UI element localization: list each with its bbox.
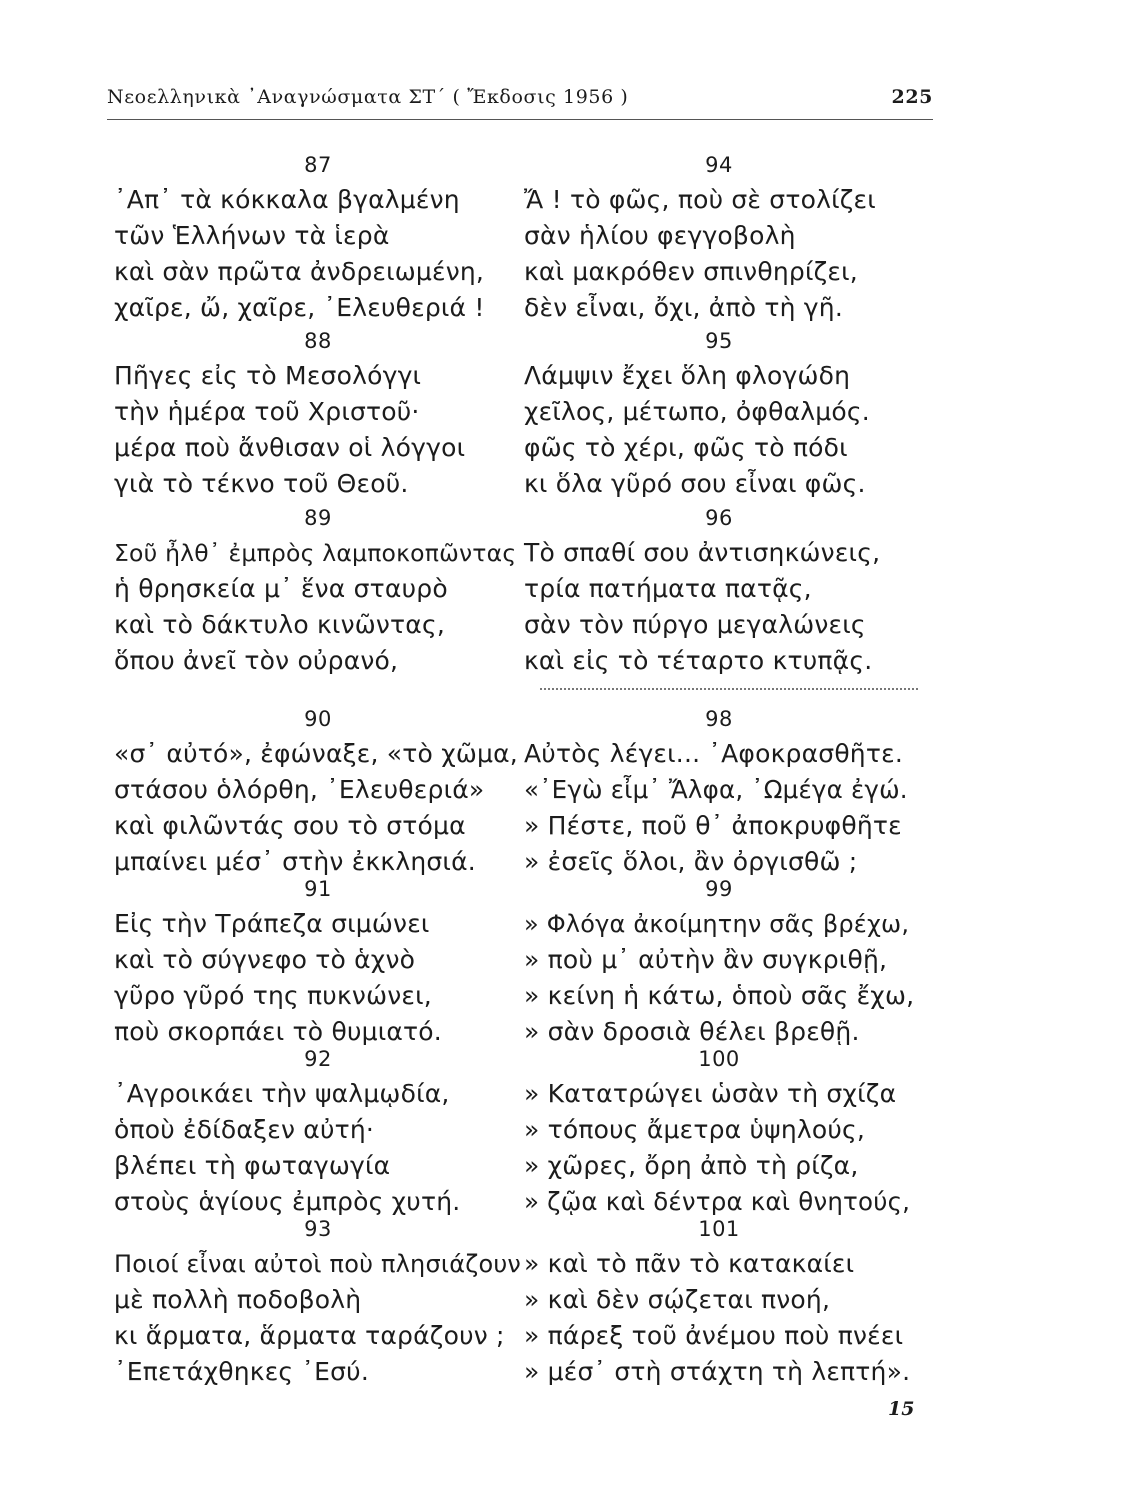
verse-line: καὶ φιλῶντάς σου τὸ στόμα	[114, 811, 466, 840]
verse-line: ἡ θρησκεία μ᾿ ἕνα σταυρὸ	[114, 574, 448, 603]
stanza-number: 95	[705, 329, 733, 353]
verse-line: Αὐτὸς λέγει... ᾿Αφοκρασθῆτε.	[524, 739, 903, 768]
stanza-92	[114, 1042, 522, 1220]
stanza-number: 88	[304, 329, 332, 353]
verse-line: «᾿Εγὼ εἶμ᾿ Ἄλφα, ᾿Ωμέγα ἐγώ.	[524, 775, 908, 804]
stanza-number: 94	[705, 153, 733, 177]
verse-line: καὶ τὸ δάκτυλο κινῶντας,	[114, 610, 445, 639]
verse-line: σὰν ἡλίου φεγγοβολὴ	[524, 221, 796, 250]
stanza-number: 89	[304, 506, 332, 530]
verse-line: » πάρεξ τοῦ ἀνέμου ποὺ πνέει	[524, 1321, 904, 1350]
verse-line: » κείνη ἡ κάτω, ὁποὺ σᾶς ἔχω,	[524, 981, 915, 1010]
verse-line: ᾿Απ᾿ τὰ κόκκαλα βγαλμένη	[114, 185, 460, 214]
stanza-94	[524, 148, 914, 326]
stanza-101	[524, 1212, 914, 1390]
omission-dotted-line	[540, 688, 918, 690]
verse-line: » χῶρες, ὄρη ἀπὸ τὴ ρίζα,	[524, 1151, 859, 1180]
verse-line: Εἰς τὴν Τράπεζα σιμώνει	[114, 909, 430, 938]
stanza-99	[524, 872, 914, 1050]
verse-line: καὶ μακρόθεν σπινθηρίζει,	[524, 257, 858, 286]
stanza-number: 92	[304, 1047, 332, 1071]
verse-line: » καὶ τὸ πᾶν τὸ κατακαίει	[524, 1249, 855, 1278]
stanza-88	[114, 324, 522, 502]
verse-line: καὶ σὰν πρῶτα ἀνδρειωμένη,	[114, 257, 485, 286]
verse-line: στοὺς ἁγίους ἐμπρὸς χυτή.	[114, 1187, 461, 1216]
stanza-91	[114, 872, 522, 1050]
verse-line: «σ᾿ αὐτό», ἐφώναξε, «τὸ χῶμα,	[114, 739, 518, 768]
printer-signature: 15	[888, 1398, 915, 1420]
verse-line: » καὶ δὲν σῴζεται πνοή,	[524, 1285, 831, 1314]
verse-line: Σοῦ ἦλθ᾿ ἐμπρὸς λαμποκοπῶντας	[114, 539, 517, 567]
verse-line: μπαίνει μέσ᾿ στὴν ἐκκλησιά.	[114, 847, 476, 876]
verse-line: σὰν τὸν πύργο μεγαλώνεις	[524, 610, 866, 639]
verse-line: » ποὺ μ᾿ αὐτὴν ἂν συγκριθῇ,	[524, 945, 888, 974]
verse-line: δὲν εἶναι, ὄχι, ἀπὸ τὴ γῆ.	[524, 293, 843, 322]
verse-line: Τὸ σπαθί σου ἀντισηκώνεις,	[524, 538, 881, 567]
stanza-number: 96	[705, 506, 733, 530]
stanza-98	[524, 702, 914, 880]
verse-line: τὴν ἡμέρα τοῦ Χριστοῦ·	[114, 397, 420, 426]
page-header	[107, 86, 933, 116]
verse-line: κι ἅρματα, ἅρματα ταράζουν ;	[114, 1321, 505, 1350]
verse-line: κι ὅλα γῦρό σου εἶναι φῶς.	[524, 469, 866, 498]
verse-line: μέρα ποὺ ἄνθισαν οἱ λόγγοι	[114, 433, 466, 462]
verse-line: » ἐσεῖς ὅλοι, ἂν ὀργισθῶ ;	[524, 847, 858, 876]
verse-line: » σὰν δροσιὰ θέλει βρεθῇ.	[524, 1017, 860, 1046]
verse-line: » Κατατρώγει ὡσὰν τὴ σχίζα	[524, 1079, 897, 1108]
verse-line: » ζῷα καὶ δέντρα καὶ θνητούς,	[524, 1187, 911, 1216]
verse-line: χαῖρε, ὤ, χαῖρε, ᾿Ελευθεριά !	[114, 293, 485, 322]
stanza-number: 101	[698, 1217, 740, 1241]
stanza-93	[114, 1212, 522, 1390]
stanza-number: 87	[304, 153, 332, 177]
verse-line: φῶς τὸ χέρι, φῶς τὸ πόδι	[524, 433, 848, 462]
page-number: 225	[891, 86, 933, 108]
stanza-number: 90	[304, 707, 332, 731]
verse-line: » Φλόγα ἀκοίμητην σᾶς βρέχω,	[524, 910, 910, 938]
verse-line: μὲ πολλὴ ποδοβολὴ	[114, 1285, 362, 1314]
verse-line: » τόπους ἄμετρα ὑψηλούς,	[524, 1115, 866, 1144]
verse-line: » μέσ᾿ στὴ στάχτη τὴ λεπτή».	[524, 1357, 911, 1386]
verse-line: βλέπει τὴ φωταγωγία	[114, 1151, 391, 1180]
stanza-number: 98	[705, 707, 733, 731]
verse-line: τρία πατήματα πατᾷς,	[524, 574, 812, 603]
verse-line: ὁποὺ ἐδίδαξεν αὐτή·	[114, 1115, 375, 1144]
verse-line: Ἄ ! τὸ φῶς, ποὺ σὲ στολίζει	[524, 185, 876, 214]
stanza-87	[114, 148, 522, 326]
verse-line: » Πέστε, ποῦ θ᾿ ἀποκρυφθῆτε	[524, 811, 902, 840]
verse-line: γιὰ τὸ τέκνο τοῦ Θεοῦ.	[114, 469, 409, 498]
verse-line: τῶν Ἑλλήνων τὰ ἱερὰ	[114, 221, 390, 250]
stanza-90	[114, 702, 522, 880]
header-rule	[107, 119, 933, 120]
verse-line: γῦρο γῦρό της πυκνώνει,	[114, 981, 432, 1010]
verse-line: ὅπου ἀνεῖ τὸν οὐρανό,	[114, 646, 399, 675]
verse-line: καὶ εἰς τὸ τέταρτο κτυπᾷς.	[524, 646, 873, 675]
verse-line: Πῆγες εἰς τὸ Μεσολόγγι	[114, 361, 422, 390]
stanza-96	[524, 501, 914, 679]
verse-line: χεῖλος, μέτωπο, ὀφθαλμός.	[524, 397, 870, 426]
book-title: Νεοελληνικὰ ᾿Αναγνώσματα ΣΤ΄ ( Ἔκδοσις 1956 )	[107, 86, 629, 108]
stanza-89	[114, 501, 522, 679]
stanza-95	[524, 324, 914, 502]
stanza-100	[524, 1042, 914, 1220]
verse-line: Λάμψιν ἔχει ὅλη φλογώδη	[524, 361, 851, 390]
stanza-number: 100	[698, 1047, 740, 1071]
verse-line: ᾿Επετάχθηκες ᾿Εσύ.	[114, 1357, 369, 1386]
verse-line: στάσου ὁλόρθη, ᾿Ελευθεριά»	[114, 775, 485, 804]
verse-line: ᾿Αγροικάει τὴν ψαλμῳδία,	[114, 1079, 450, 1108]
verse-line: Ποιοί εἶναι αὐτοὶ ποὺ πλησιάζουν	[114, 1250, 522, 1278]
verse-line: ποὺ σκορπάει τὸ θυμιατό.	[114, 1017, 442, 1046]
stanza-number: 93	[304, 1217, 332, 1241]
stanza-number: 91	[304, 877, 332, 901]
verse-line: καὶ τὸ σύγνεφο τὸ ἁχνὸ	[114, 945, 416, 974]
stanza-number: 99	[705, 877, 733, 901]
